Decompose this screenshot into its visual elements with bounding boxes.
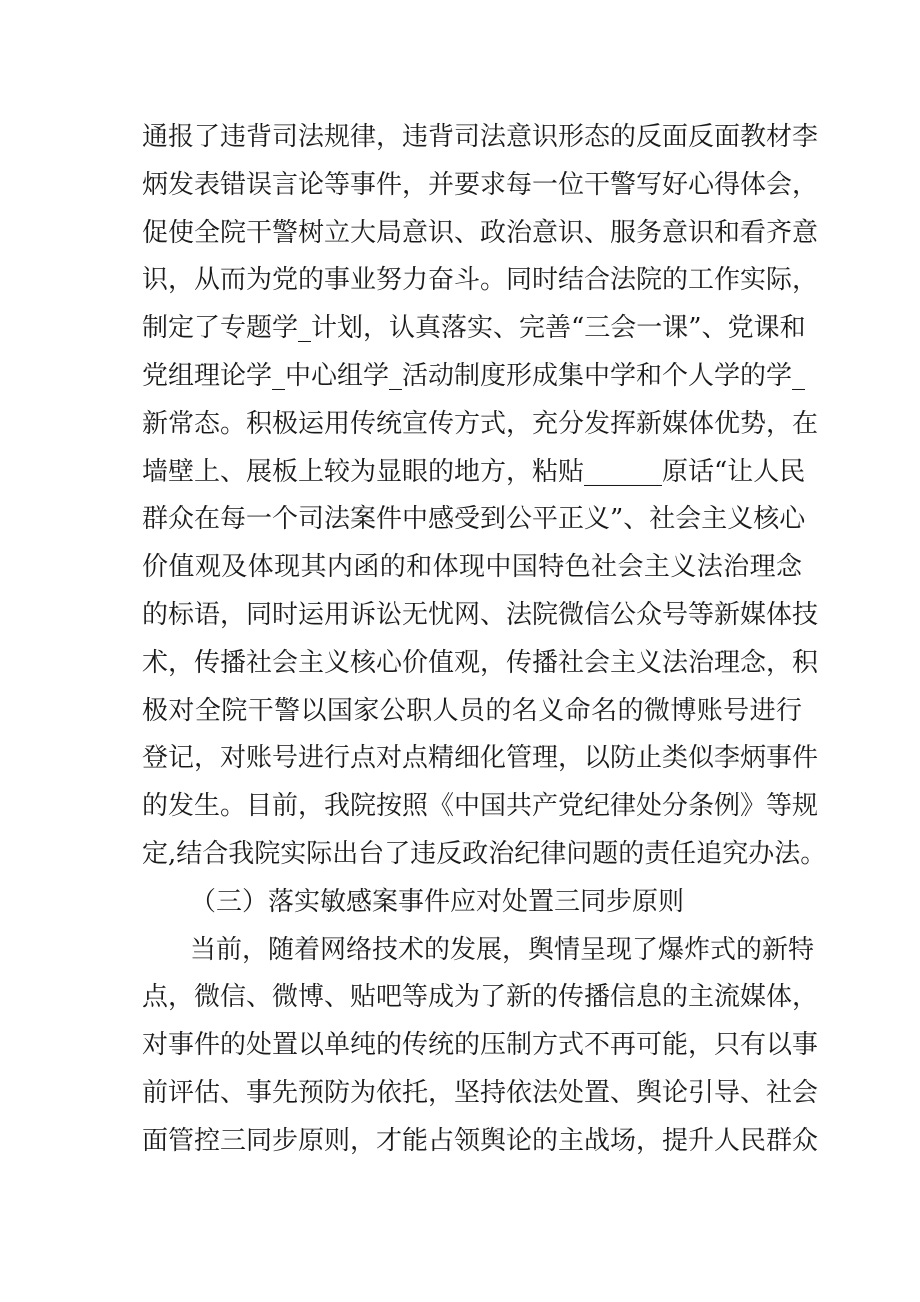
paragraph-line: 点，微信、微博、贴吧等成为了新的传播信息的主流媒体， bbox=[142, 982, 819, 1013]
paragraph-line: 当前，随着网络技术的发展，舆情呈现了爆炸式的新特 bbox=[190, 934, 815, 965]
text-line: 识，从而为党的事业努力奋斗。同时结合法院的工作实际， bbox=[142, 265, 819, 296]
text-line: 价值观及体现其内函的和体现中国特色社会主义法治理念 bbox=[142, 552, 802, 583]
text-line: 登记，对账号进行点对点精细化管理，以防止类似李炳事件 bbox=[142, 743, 819, 774]
text-line: 新常态。积极运用传统宣传方式，充分发挥新媒体优势，在 bbox=[142, 408, 819, 439]
text-line: 炳发表错误言论等事件，并要求每一位干警写好心得体会， bbox=[142, 169, 819, 200]
text-line: 制定了专题学_计划，认真落实、完善“三会一课”、党课和 bbox=[142, 313, 806, 344]
paragraph-line: 面管控三同步原则，才能占领舆论的主战场，提升人民群众 bbox=[142, 1125, 819, 1156]
text-line: 的标语，同时运用诉讼无忧网、法院微信公众号等新媒体技 bbox=[142, 599, 819, 630]
text-line: 定,结合我院实际出台了违反政治纪律问题的责任追究办法。 bbox=[142, 838, 827, 869]
text-line: 的发生。目前，我院按照《中国共产党纪律处分条例》等规 bbox=[142, 791, 819, 822]
document-body bbox=[142, 114, 827, 1166]
text-line: 促使全院干警树立大局意识、政治意识、服务意识和看齐意 bbox=[142, 217, 819, 248]
text-line: 通报了违背司法规律，违背司法意识形态的反面反面教材李 bbox=[142, 122, 819, 152]
text-line: 极对全院干警以国家公职人员的名义命名的微博账号进行 bbox=[142, 695, 802, 726]
section-heading: （三）落实敏感案事件应对处置三同步原则 bbox=[190, 886, 685, 917]
text-line: 墙壁上、展板上较为显眼的地方，粘贴______原话“让人民 bbox=[142, 456, 806, 487]
text-line: 群众在每一个司法案件中感受到公平正义”、社会主义核心 bbox=[142, 504, 806, 535]
text-line: 党组理论学_中心组学_活动制度形成集中学和个人学的学_ bbox=[142, 360, 806, 391]
text-line: 术，传播社会主义核心价值观，传播社会主义法治理念，积 bbox=[142, 647, 819, 678]
paragraph-line: 前评估、事先预防为依托，坚持依法处置、舆论引导、社会 bbox=[142, 1077, 819, 1108]
paragraph-line: 对事件的处置以单纯的传统的压制方式不再可能，只有以事 bbox=[142, 1030, 819, 1061]
